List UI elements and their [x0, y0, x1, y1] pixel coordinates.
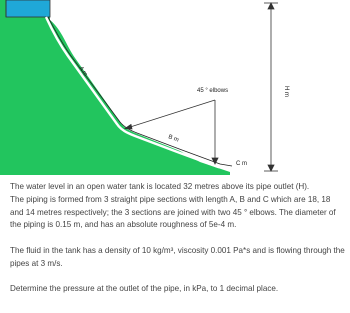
green-hill: [0, 0, 230, 175]
label-elbows: 45 ° elbows: [197, 88, 229, 94]
height-dimension: [264, 3, 278, 171]
question-paragraph-2: The piping is formed from 3 straight pipe sections with length A, B and C which are 18, 18 and 14 metres respectively; the 3 sections are joined with two 45 ° elbows. The diameter of the piping is 0.15 m, and has an absolute roughness of 5e-4 m.: [10, 195, 336, 230]
question-paragraph-3: The fluid in the tank has a density of 10 kg/m³, viscosity 0.001 Pa*s and is flowing through the pipes at 3 m/s.: [10, 246, 345, 268]
question-paragraph-4: Determine the pressure at the outlet of the pipe, in kPa, to 1 decimal place.: [10, 284, 279, 293]
label-b: B m: [167, 134, 180, 144]
label-c: C m: [236, 161, 247, 167]
label-a: A m: [77, 65, 89, 78]
label-h: H m: [283, 86, 289, 97]
question-paragraph-1: The water level in an open water tank is located 32 metres above its pipe outlet (H).: [10, 182, 310, 191]
water-tank: [6, 0, 50, 17]
